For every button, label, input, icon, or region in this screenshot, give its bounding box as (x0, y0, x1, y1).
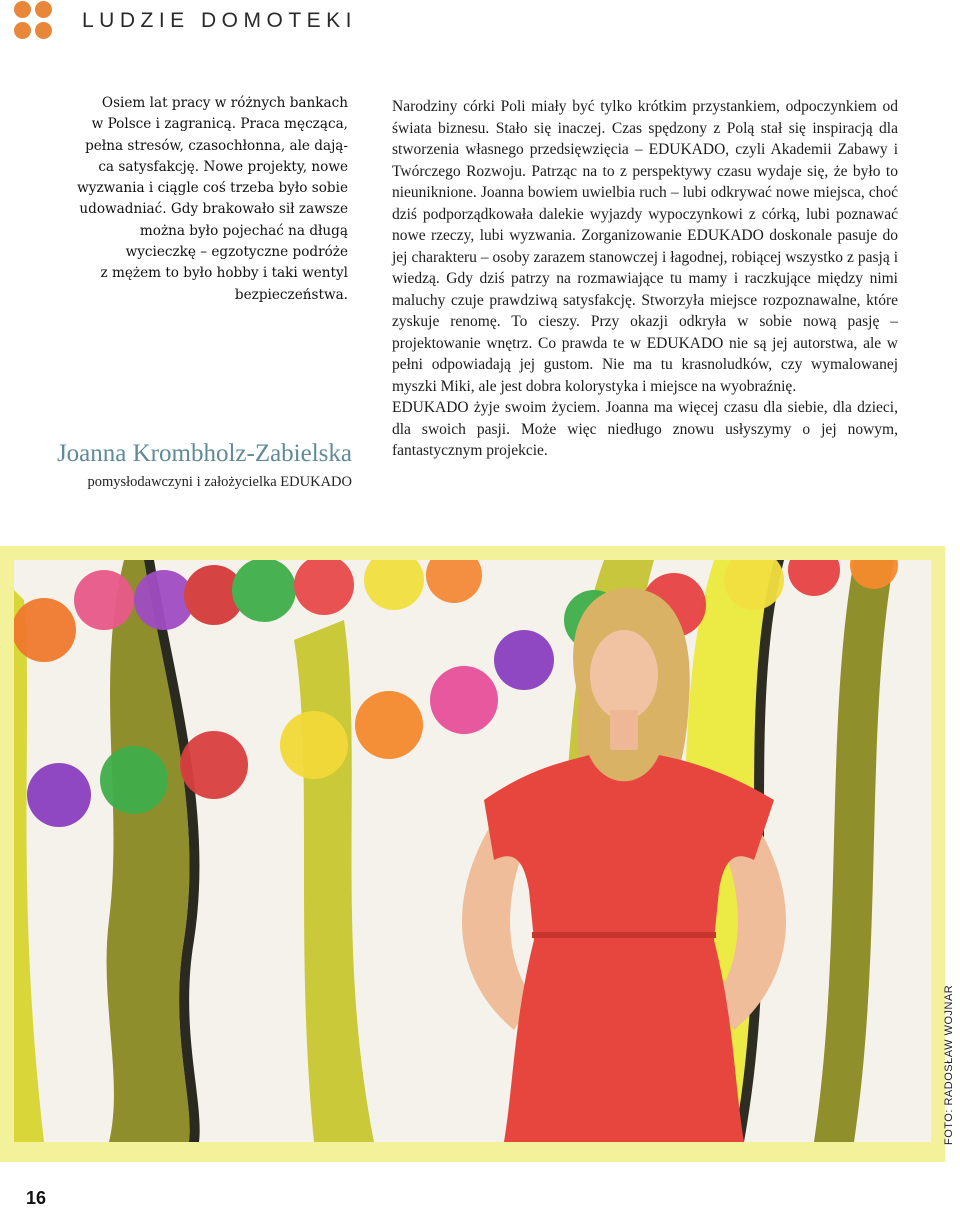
quote-line: pełna stresów, czasochłonna, ale dają- (85, 137, 348, 154)
article-paragraph: EDUKADO żyje swoim życiem. Joanna ma więcej czasu dla siebie, dla dzieci, dla swoich pasji. Może więc niedługo znowu usłyszymy o jej nowym, fantastycznym projekcie. (392, 399, 898, 459)
quote-line: bezpieczeństwa. (234, 286, 348, 303)
quote-line: w Polsce i zagranicą. Praca męcząca, (91, 116, 348, 133)
quote-line: z mężem to było hobby i taki wentyl (100, 265, 348, 282)
pull-quote (40, 93, 348, 306)
logo-dot (35, 1, 52, 18)
page-number: 16 (26, 1188, 47, 1208)
quote-line: wycieczkę – egzotyczne podróże (125, 244, 348, 261)
logo-dot (14, 1, 31, 18)
article-body (392, 96, 898, 462)
quote-line: wyzwania i ciągle coś trzeba było sobie (77, 180, 348, 197)
magazine-logo-icon (14, 0, 56, 42)
photo-frame (0, 546, 945, 1162)
portrait-photo-illustration (14, 560, 931, 1142)
logo-dot (35, 22, 52, 39)
photo-credit: FOTO: RADOSŁAW WOJNAR (943, 984, 955, 1145)
section-label: LUDZIE DOMOTEKI (82, 9, 358, 32)
article-paragraph: Narodziny córki Poli miały być tylko krótkim przystankiem, odpoczynkiem od świata biznesu. Stało się inaczej. Czas spędzony z Polą stał się inspiracją dla stworzenia własnego przedsięwzięcia – EDUKADO, czyli Akademii Zabawy i Twórczego Rozwoju. Patrząc na to z perspektywy czasu wydaje się, że było to nieuniknione. Joanna bowiem uwielbia ruch – lubi odkrywać nowe miejsca, choć dziś podporządkowała dalekie wyjazdy wypoczynkowi z córką, lubi poznawać nowe rzeczy, lubi wyzwania. Zorganizowanie EDUKADO doskonale pasuje do jej charakteru – osoby zarazem stanowczej i łagodnej, robiącej wszystko z pasją i wiedzą. Gdy dziś patrzy na rozmawiające tu mamy i raczkujące między nimi maluchy czuje prawdziwą satysfakcję. Stworzyła miejsce rozpoznawalne, które zyskuje renomę. To cieszy. Przy okazji odkryła w sobie nową pasję – projektowanie wnętrz. Co prawda te w EDUKADO nie są jej autorstwa, ale w pełni odpowiadają jej gustom. Nie ma tu krasnoludków, czy wymalowanej myszki Miki, ale jest dobra kolorystyka i miejsce na wyobraźnię. (392, 98, 898, 395)
quote-line: udowadniać. Gdy brakowało sił zawsze (79, 201, 348, 218)
logo-dot (14, 22, 31, 39)
quote-line: ca satysfakcję. Nowe projekty, nowe (98, 158, 348, 175)
quote-line: można było pojechać na długą (139, 222, 348, 239)
portrait-photo (14, 560, 931, 1142)
quote-line: Osiem lat pracy w różnych bankach (101, 95, 348, 111)
author-name: Joanna Krombholz-Zabielska (56, 440, 352, 467)
author-role: pomysłodawczyni i założycielka EDUKADO (87, 474, 352, 490)
